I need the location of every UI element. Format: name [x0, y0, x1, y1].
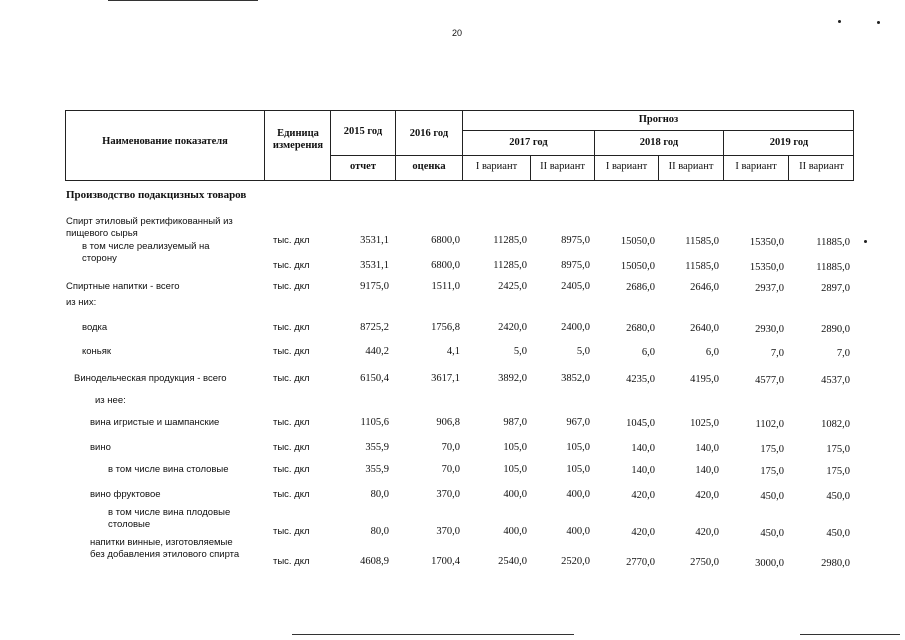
cell-value: 420,0 [631, 490, 655, 501]
cell-value: 175,0 [760, 466, 784, 477]
cell-value: 80,0 [370, 526, 389, 537]
cell-value: 2686,0 [626, 282, 655, 293]
cell-value: 3531,1 [360, 260, 389, 271]
cell-value: 2930,0 [755, 324, 784, 335]
cell-value: 6,0 [641, 347, 655, 358]
cell-value: 3617,1 [431, 373, 460, 384]
cell-value: 355,9 [365, 442, 389, 453]
cell-value: 4537,0 [821, 375, 850, 386]
cell-value: 3000,0 [755, 558, 784, 569]
cell-value: 420,0 [631, 527, 655, 538]
row-unit: тыс. дкл [273, 464, 310, 475]
cell-value: 4577,0 [755, 375, 784, 386]
row-unit: тыс. дкл [273, 235, 310, 246]
cell-value: 420,0 [695, 490, 719, 501]
cell-value: 70,0 [441, 464, 460, 475]
cell-value: 15050,0 [620, 236, 655, 247]
cell-value: 15350,0 [749, 262, 784, 273]
row-label: напитки винные, изготовляемые [90, 537, 233, 548]
top-rule [108, 0, 258, 1]
cell-value: 105,0 [503, 442, 527, 453]
row-label: в том числе вина столовые [108, 464, 229, 475]
cell-value: 140,0 [695, 443, 719, 454]
row-label: сторону [82, 253, 117, 264]
cell-value: 2937,0 [755, 283, 784, 294]
cell-value: 987,0 [503, 417, 527, 428]
cell-value: 2980,0 [821, 558, 850, 569]
cell-value: 1102,0 [755, 419, 784, 430]
cell-value: 420,0 [695, 527, 719, 538]
row-unit: тыс. дкл [273, 489, 310, 500]
row-unit: тыс. дкл [273, 526, 310, 537]
header-report: отчет [349, 161, 376, 172]
cell-value: 15050,0 [620, 261, 655, 272]
row-label: столовые [108, 519, 151, 530]
bottom-rule [292, 634, 574, 635]
row-label: вино фруктовое [90, 489, 161, 500]
cell-value: 140,0 [695, 465, 719, 476]
row-unit: тыс. дкл [273, 556, 310, 567]
row-label: водка [82, 322, 108, 333]
row-label: пищевого сырья [66, 228, 138, 239]
cell-value: 8975,0 [561, 260, 590, 271]
cell-value: 6800,0 [431, 235, 460, 246]
cell-value: 2890,0 [821, 324, 850, 335]
header-2017-v1: I вариант [475, 161, 518, 172]
cell-value: 440,2 [365, 346, 389, 357]
cell-value: 1105,6 [360, 417, 389, 428]
cell-value: 370,0 [436, 489, 460, 500]
cell-value: 2897,0 [821, 283, 850, 294]
scan-dot [877, 21, 880, 24]
header-2015: 2015 год [343, 126, 383, 137]
cell-value: 11885,0 [816, 262, 850, 273]
cell-value: 70,0 [441, 442, 460, 453]
cell-value: 1511,0 [431, 281, 460, 292]
cell-value: 8725,2 [360, 322, 389, 333]
header-name: Наименование показателя [102, 136, 228, 147]
cell-value: 400,0 [503, 526, 527, 537]
header-2016: 2016 год [409, 128, 449, 139]
cell-value: 11585,0 [685, 261, 719, 272]
cell-value: 450,0 [826, 491, 850, 502]
scan-dot [838, 20, 841, 23]
header-2019-v1: I вариант [735, 161, 777, 172]
cell-value: 400,0 [503, 489, 527, 500]
row-unit: тыс. дкл [273, 281, 310, 292]
cell-value: 7,0 [836, 348, 850, 359]
cell-value: 400,0 [566, 526, 590, 537]
cell-value: 11285,0 [493, 260, 527, 271]
row-unit: тыс. дкл [273, 322, 310, 333]
cell-value: 4195,0 [690, 374, 719, 385]
cell-value: 6800,0 [431, 260, 460, 271]
cell-value: 370,0 [436, 526, 460, 537]
cell-value: 175,0 [760, 444, 784, 455]
cell-value: 5,0 [513, 346, 527, 357]
cell-value: 2405,0 [561, 281, 590, 292]
cell-value: 400,0 [566, 489, 590, 500]
cell-value: 4235,0 [626, 374, 655, 385]
cell-value: 8975,0 [561, 235, 590, 246]
row-unit: тыс. дкл [273, 346, 310, 357]
cell-value: 6,0 [705, 347, 719, 358]
cell-value: 4608,9 [360, 556, 389, 567]
cell-value: 6150,4 [360, 373, 389, 384]
cell-value: 175,0 [826, 444, 850, 455]
scan-dot [864, 240, 867, 243]
cell-value: 11285,0 [493, 235, 527, 246]
row-unit: тыс. дкл [273, 442, 310, 453]
bottom-rule [800, 634, 900, 635]
row-label: из них: [66, 297, 97, 308]
cell-value: 2750,0 [690, 557, 719, 568]
cell-value: 105,0 [566, 442, 590, 453]
cell-value: 1082,0 [821, 419, 850, 430]
section-title: Производство подакцизных товаров [66, 189, 247, 201]
cell-value: 1045,0 [626, 418, 655, 429]
cell-value: 1025,0 [690, 418, 719, 429]
cell-value: 2425,0 [498, 281, 527, 292]
cell-value: 2520,0 [561, 556, 590, 567]
row-label: вина игристые и шампанские [90, 417, 220, 428]
row-unit: тыс. дкл [273, 417, 310, 428]
cell-value: 2680,0 [626, 323, 655, 334]
row-label: Винодельческая продукция - всего [74, 373, 227, 384]
header-2017-v2: II вариант [540, 161, 585, 172]
cell-value: 140,0 [631, 465, 655, 476]
header-forecast: Прогноз [638, 114, 679, 125]
page-number: 20 [452, 28, 463, 38]
cell-value: 450,0 [760, 491, 784, 502]
row-label: Спиртные напитки - всего [66, 281, 180, 292]
row-label: без добавления этилового спирта [90, 549, 240, 560]
cell-value: 967,0 [566, 417, 590, 428]
cell-value: 9175,0 [360, 281, 389, 292]
cell-value: 11585,0 [685, 236, 719, 247]
header-2019: 2019 год [769, 137, 809, 148]
header-2018-v1: I вариант [605, 161, 648, 172]
cell-value: 105,0 [503, 464, 527, 475]
cell-value: 140,0 [631, 443, 655, 454]
cell-value: 105,0 [566, 464, 590, 475]
row-label: вино [90, 442, 111, 453]
cell-value: 2640,0 [690, 323, 719, 334]
cell-value: 11885,0 [816, 237, 850, 248]
cell-value: 5,0 [576, 346, 590, 357]
cell-value: 3852,0 [561, 373, 590, 384]
cell-value: 2540,0 [498, 556, 527, 567]
header-2018-v2: II вариант [668, 161, 714, 172]
header-2019-v2: II вариант [799, 161, 844, 172]
header-2017: 2017 год [509, 137, 548, 148]
cell-value: 1756,8 [431, 322, 460, 333]
cell-value: 175,0 [826, 466, 850, 477]
row-label: коньяк [82, 346, 112, 357]
header-unit: Единица измерения [272, 128, 324, 151]
row-unit: тыс. дкл [273, 260, 310, 271]
cell-value: 2420,0 [498, 322, 527, 333]
header-estimate: оценка [412, 161, 446, 172]
cell-value: 906,8 [436, 417, 460, 428]
cell-value: 2400,0 [561, 322, 590, 333]
cell-value: 7,0 [770, 348, 784, 359]
row-label: в том числе реализуемый на [82, 241, 210, 252]
cell-value: 355,9 [365, 464, 389, 475]
cell-value: 2646,0 [690, 282, 719, 293]
cell-value: 4,1 [446, 346, 460, 357]
cell-value: 1700,4 [431, 556, 460, 567]
cell-value: 3531,1 [360, 235, 389, 246]
row-label: Спирт этиловый ректификованный из [66, 216, 233, 227]
cell-value: 3892,0 [498, 373, 527, 384]
cell-value: 80,0 [370, 489, 389, 500]
header-2018: 2018 год [639, 137, 679, 148]
cell-value: 450,0 [826, 528, 850, 539]
cell-value: 2770,0 [626, 557, 655, 568]
cell-value: 15350,0 [749, 237, 784, 248]
row-unit: тыс. дкл [273, 373, 310, 384]
row-label: в том числе вина плодовые [108, 507, 231, 518]
cell-value: 450,0 [760, 528, 784, 539]
row-label: из нее: [95, 395, 126, 406]
